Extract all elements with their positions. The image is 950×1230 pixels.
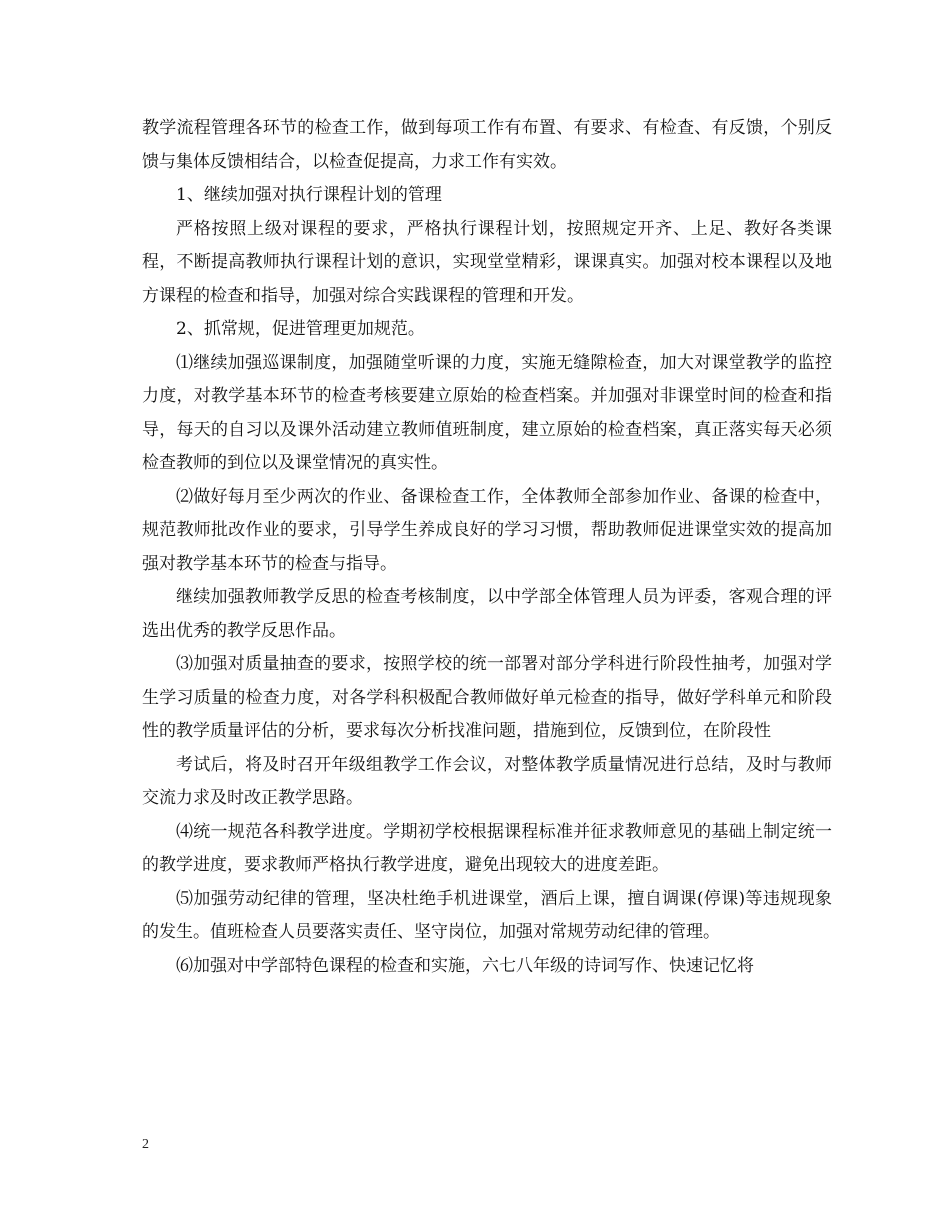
section-heading-routine: 2、抓常规，促进管理更加规范。 [176,319,425,339]
page-number: 2 [142,1137,149,1152]
document-body [142,112,832,983]
paragraph-exam: 考试后，将及时召开年级组教学工作会议，对整体教学质量情况进行总结，及时与教师交流力求及时改正教学思路。 [142,754,832,808]
paragraph-item-6: ⑹加强对中学部特色课程的检查和实施，六七八年级的诗词写作、快速记忆将 [176,955,754,976]
paragraph-continuation: 教学流程管理各环节的检查工作，做到每项工作有布置、有要求、有检查、有反馈，个别反馈与集体反馈相结合，以检查促提高，力求工作有实效。 [142,118,832,172]
section-heading-course-plan: 1、继续加强对执行课程计划的管理 [176,185,442,205]
paragraph-item-1: ⑴继续加强巡课制度，加强随堂听课的力度，实施无缝隙检查，加大对课堂教学的监控力度，对教学基本环节的检查考核要建立原始的检查档案。并加强对非课堂时间的检查和指导，每天的自习以及课外活动建立教师值班制度，建立原始的检查档案，真正落实每天必须检查教师的到位以及课堂情况的真实性。 [142,352,832,473]
paragraph-item-5: ⑸加强劳动纪律的管理，坚决杜绝手机进课堂，酒后上课，擅自调课(停课)等违规现象的发生。值班检查人员要落实责任、坚守岗位，加强对常规劳动纪律的管理。 [142,888,832,942]
paragraph-item-2: ⑵做好每月至少两次的作业、备课检查工作，全体教师全部参加作业、备课的检查中，规范教师批改作业的要求，引导学生养成良好的学习习惯，帮助教师促进课堂实效的提高加强对教学基本环节的检查与指导。 [142,486,832,574]
paragraph-item-4: ⑷统一规范各科教学进度。学期初学校根据课程标准并征求教师意见的基础上制定统一的教学进度，要求教师严格执行教学进度，避免出现较大的进度差距。 [142,821,832,875]
paragraph-reflection: 继续加强教师教学反思的检查考核制度，以中学部全体管理人员为评委，客观合理的评选出优秀的教学反思作品。 [142,587,832,641]
paragraph-course-plan: 严格按照上级对课程的要求，严格执行课程计划，按照规定开齐、上足、教好各类课程，不断提高教师执行课程计划的意识，实现堂堂精彩，课课真实。加强对校本课程以及地方课程的检查和指导，加强对综合实践课程的管理和开发。 [142,218,832,306]
paragraph-item-3: ⑶加强对质量抽查的要求，按照学校的统一部署对部分学科进行阶段性抽考，加强对学生学习质量的检查力度，对各学科积极配合教师做好单元检查的指导，做好学科单元和阶段性的教学质量评估的分析，要求每次分析找准问题，措施到位，反馈到位，在阶段性 [142,654,832,741]
